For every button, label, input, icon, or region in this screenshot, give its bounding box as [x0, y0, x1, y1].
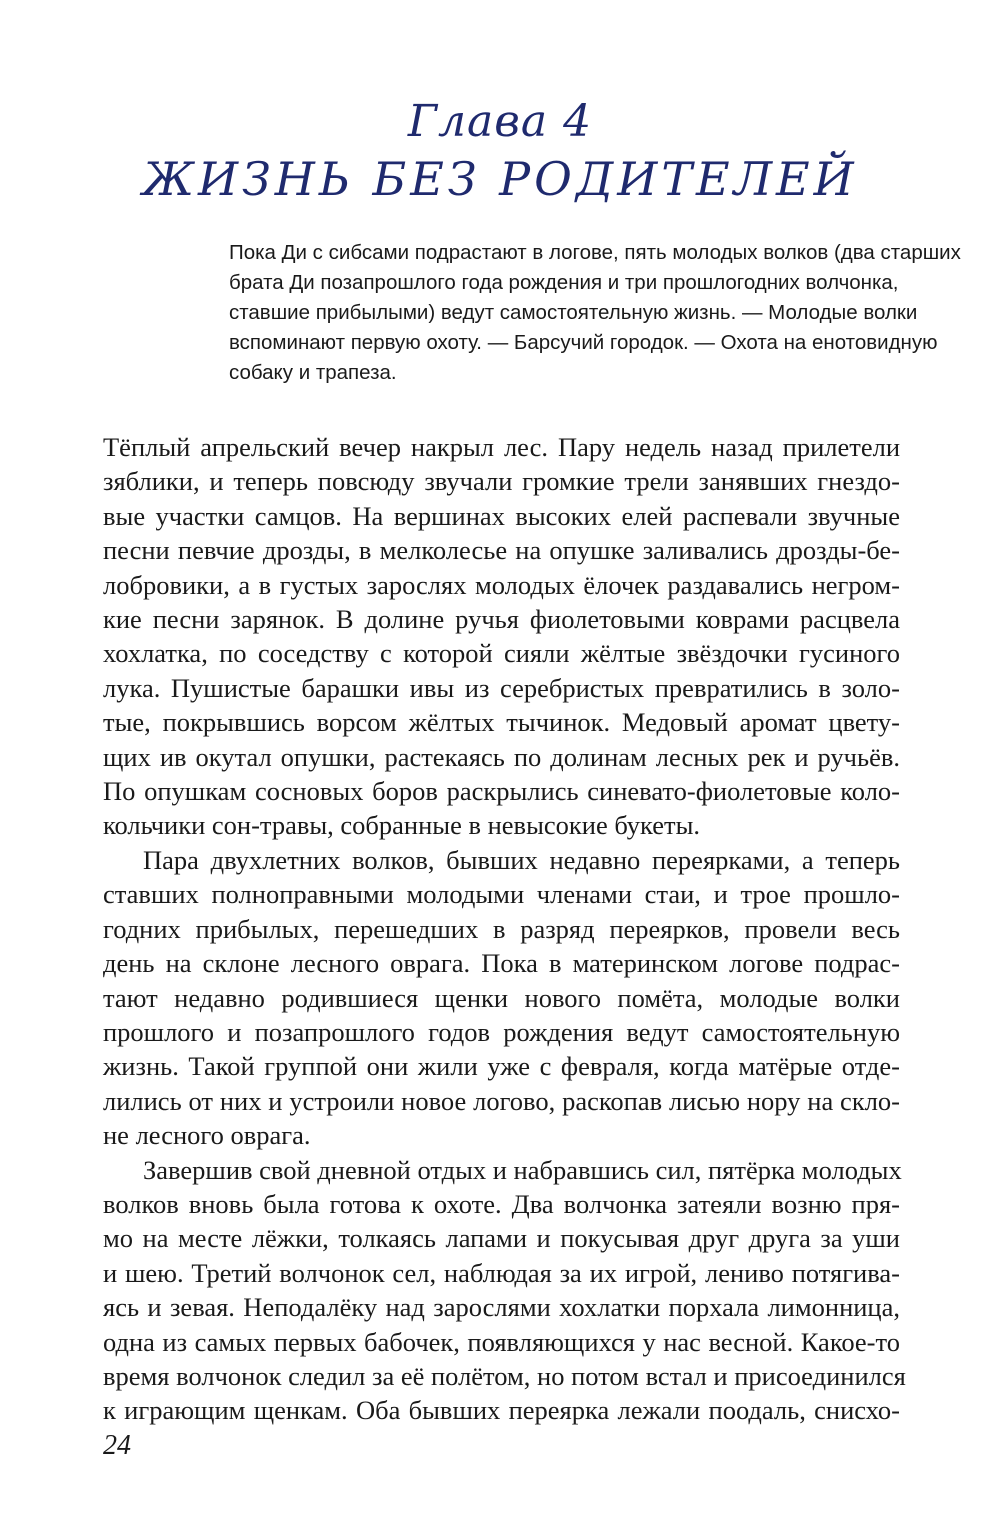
- body-line: лука. Пушистые барашки ивы из серебристых превратились в золо-: [103, 672, 900, 703]
- body-line: Завершив свой дневной отдых и набравшись сил, пятёрка молодых: [143, 1154, 902, 1185]
- body-line: и шею. Третий волчонок сел, наблюдая за их игрой, лениво потягива-: [103, 1257, 900, 1288]
- chapter-label: Глава 4: [407, 96, 593, 147]
- body-line: тают недавно родившиеся щенки нового помёта, молодые волки: [103, 982, 900, 1013]
- body-line: тые, покрывшись ворсом жёлтых тычинок. Медовый аромат цвету-: [103, 707, 900, 738]
- body-line: не лесного оврага.: [103, 1120, 311, 1151]
- body-line: лились от них и устроили новое логово, раскопав лисью нору на скло-: [103, 1085, 900, 1116]
- summary-line: брата Ди позапрошлого года рождения и три прошлогодних волчонка,: [229, 271, 899, 294]
- body-line: прошлого и позапрошлого годов рождения ведут самостоятельную: [103, 1016, 900, 1047]
- body-line: лобровики, а в густых зарослях молодых ёлочек раздавались негром-: [103, 569, 900, 600]
- summary-line: ставшие прибылыми) ведут самостоятельную жизнь. — Молодые волки: [229, 301, 918, 324]
- body-line: песни певчие дрозды, в мелколесье на опушке заливались дрозды-бе-: [103, 535, 900, 566]
- summary-line: Пока Ди с сибсами подрастают в логове, пять молодых волков (два старших: [229, 241, 961, 264]
- body-line: годних прибылых, перешедших в разряд переярков, провели весь: [103, 913, 900, 944]
- summary-line: собаку и трапеза.: [229, 361, 397, 384]
- chapter-summary: [229, 238, 961, 388]
- body-line: жизнь. Такой группой они жили уже с февраля, когда матёрые отде-: [103, 1051, 900, 1082]
- body-line: Пара двухлетних волков, бывших недавно переярками, а теперь: [143, 844, 900, 875]
- body-line: По опушкам сосновых боров раскрылись синевато-фиолетовые коло-: [103, 776, 900, 807]
- body-line: ставших полноправными молодыми членами стаи, и трое прошло-: [103, 879, 900, 910]
- body-line: кие песни зарянок. В долине ручья фиолетовыми коврами расцвела: [103, 604, 900, 635]
- body-line: ясь и зевая. Неподалёку над зарослями хохлатки порхала лимонница,: [103, 1292, 900, 1323]
- body-line: щих ив окутал опушки, растекаясь по долинам лесных рек и ручьёв.: [103, 741, 900, 772]
- page-number: 24: [103, 1430, 131, 1461]
- body-line: мо на месте лёжки, толкаясь лапами и покусывая друг друга за уши: [103, 1223, 900, 1254]
- body-line: волков вновь была готова к охоте. Два волчонка затеяли возню пря-: [103, 1188, 900, 1219]
- summary-line: вспоминают первую охоту. — Барсучий городок. — Охота на енотовидную: [229, 331, 938, 354]
- body-line: зяблики, и теперь повсюду звучали громкие трели занявших гнездо-: [103, 466, 900, 497]
- chapter-title: ЖИЗНЬ БЕЗ РОДИТЕЛЕЙ: [142, 152, 858, 206]
- body-line: вые участки самцов. На вершинах высоких елей распевали звучные: [103, 500, 900, 531]
- body-line: кольчики сон-травы, собранные в невысокие букеты.: [103, 810, 701, 841]
- body-text: [103, 430, 906, 1428]
- body-line: Тёплый апрельский вечер накрыл лес. Пару недель назад прилетели: [103, 432, 900, 462]
- body-line: одна из самых первых бабочек, появляющихся у нас весной. Какое-то: [103, 1326, 900, 1357]
- body-line: к играющим щенкам. Оба бывших переярка лежали поодаль, снисхо-: [103, 1395, 900, 1426]
- body-line: день на склоне лесного оврага. Пока в материнском логове подрас-: [103, 948, 900, 979]
- body-line: хохлатка, по соседству с которой сияли жёлтые звёздочки гусиного: [103, 638, 900, 669]
- body-line: время волчонок следил за её полётом, но потом встал и присоединился: [103, 1360, 906, 1391]
